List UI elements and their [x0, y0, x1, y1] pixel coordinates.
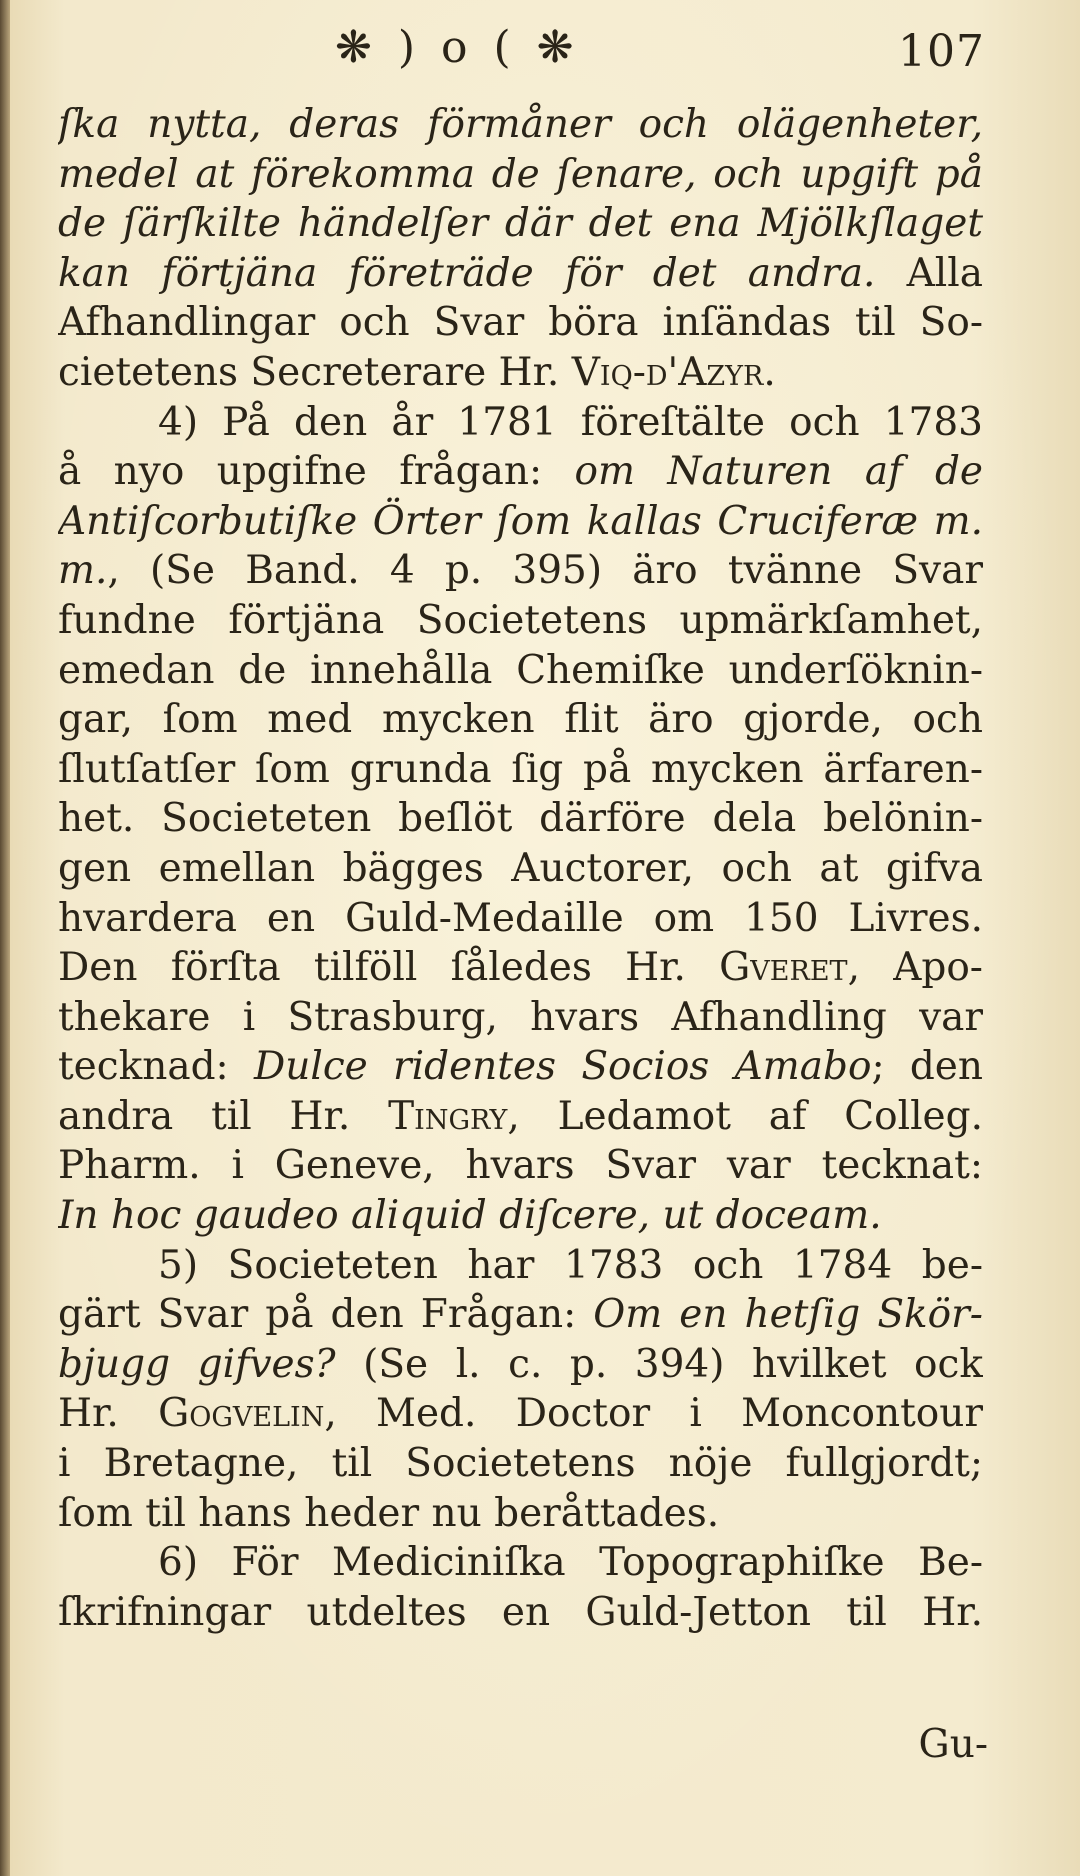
text-run: Gogvelin — [158, 1391, 325, 1437]
text-run: Dulce ridentes Socios Amabo — [253, 1044, 872, 1090]
text-line — [58, 1340, 983, 1390]
text-line — [58, 894, 983, 944]
text-run: Den förſta tilföll ſåledes Hr. — [58, 945, 720, 991]
text-run: ſlutſatſer ſom grunda ſig på mycken ärfaren- — [58, 746, 983, 792]
text-run: , Ledamot af Colleg. — [507, 1093, 983, 1139]
text-run: 5) Societeten har 1783 och 1784 be- — [158, 1242, 983, 1288]
text-line — [58, 100, 983, 150]
text-run: ſka nytta, deras förmåner och olägenheter, — [58, 102, 983, 147]
page-binding-shadow — [0, 0, 10, 1876]
text-run: Tingry — [388, 1093, 508, 1139]
text-run: cietetens Secreterare Hr. — [58, 349, 572, 395]
text-line — [58, 1389, 983, 1439]
text-run: hvardera en Guld-Medaille om 150 Livres. — [58, 895, 983, 941]
text-line — [58, 745, 983, 795]
text-run: gar, ſom med mycken flit äro gjorde, och — [58, 697, 983, 743]
text-run: Gveret — [719, 945, 848, 991]
text-line — [58, 646, 983, 696]
text-line — [58, 497, 983, 547]
text-run: gärt Svar på den Frågan: — [58, 1292, 594, 1338]
text-run: bjugg gifves? — [58, 1341, 336, 1387]
text-line — [58, 1241, 983, 1291]
text-line — [58, 150, 983, 200]
text-line — [58, 447, 983, 497]
text-run: , (Se Band. 4 p. 395) äro tvänne Svar — [107, 548, 983, 594]
text-line — [58, 1290, 983, 1340]
text-line — [58, 199, 983, 249]
text-line — [58, 298, 983, 348]
text-run: Viq-d'Azyr. — [571, 349, 776, 395]
text-line — [58, 596, 983, 646]
text-run: (Se l. c. p. 394) hvilket ock — [335, 1341, 983, 1387]
text-run: om Naturen af de — [574, 449, 983, 495]
text-run: i Bretagne, til Societetens nöje fullgjordt; — [58, 1441, 983, 1487]
text-run: thekare i Strasburg, hvars Afhandling var — [58, 994, 983, 1040]
text-line — [58, 546, 983, 596]
text-run: , Med. Doctor i Moncontour — [324, 1391, 983, 1437]
text-line — [58, 398, 983, 448]
text-line — [58, 1092, 983, 1142]
running-header — [335, 18, 985, 88]
text-run: m. — [58, 548, 108, 594]
text-line — [58, 943, 983, 993]
text-run: , Apo- — [847, 945, 983, 991]
text-run: andra til Hr. — [58, 1093, 389, 1139]
text-line — [58, 1538, 983, 1588]
text-run: het. Societeten beſlöt därföre dela belönin- — [58, 796, 983, 842]
text-run: å nyo upgifne frågan: — [58, 449, 575, 495]
text-run: Antiſcorbutiſke Örter ſom kallas Cruciferæ m. — [58, 498, 983, 544]
text-line — [58, 249, 983, 299]
text-line — [58, 695, 983, 745]
text-run: 4) På den år 1781 föreſtälte och 1783 — [158, 399, 983, 445]
text-line — [58, 1042, 983, 1092]
body-text — [58, 100, 983, 1637]
text-run: de ſärſkilte händelſer där det ena Mjölkſlaget — [58, 201, 983, 247]
text-run: emedan de innehålla Chemiſke underſöknin- — [58, 647, 983, 693]
text-run: Hr. — [58, 1391, 159, 1437]
text-line — [58, 1588, 983, 1638]
text-line — [58, 348, 983, 398]
text-line — [58, 1489, 983, 1539]
text-run: fundne förtjäna Societetens upmärkſamhet, — [58, 597, 983, 643]
text-run: kan förtjäna företräde för det andra. — [58, 250, 876, 296]
text-line — [58, 794, 983, 844]
text-line — [58, 1439, 983, 1489]
text-run: Alla — [875, 250, 983, 296]
text-run: 6) För Mediciniſka Topographiſke Be- — [158, 1540, 983, 1586]
text-run: In hoc gaudeo aliquid diſcere, ut doceam. — [58, 1193, 882, 1239]
text-line — [58, 1191, 983, 1241]
header-ornament: ❋ ) o ( ❋ — [335, 22, 580, 73]
text-run: ; den — [871, 1044, 983, 1090]
text-run: Afhandlingar och Svar böra inſändas til So- — [58, 300, 983, 346]
text-run: gen emellan bägges Auctorer, och at gifva — [58, 845, 983, 891]
text-run: medel at förekomma de ſenare, och upgift på — [58, 151, 983, 197]
text-run: Pharm. i Geneve, hvars Svar var tecknat: — [58, 1143, 983, 1189]
page-number: 107 — [898, 26, 985, 77]
text-run: Om en hetſig Skör- — [593, 1292, 983, 1338]
catchword: Gu- — [918, 1722, 988, 1767]
text-run: ſom til hans heder nu beråttades. — [58, 1490, 720, 1536]
text-run: ſkrifningar utdeltes en Guld-Jetton til Hr. — [58, 1589, 983, 1635]
text-line — [58, 1141, 983, 1191]
text-line — [58, 993, 983, 1043]
text-run: tecknad: — [58, 1044, 254, 1090]
text-line — [58, 844, 983, 894]
